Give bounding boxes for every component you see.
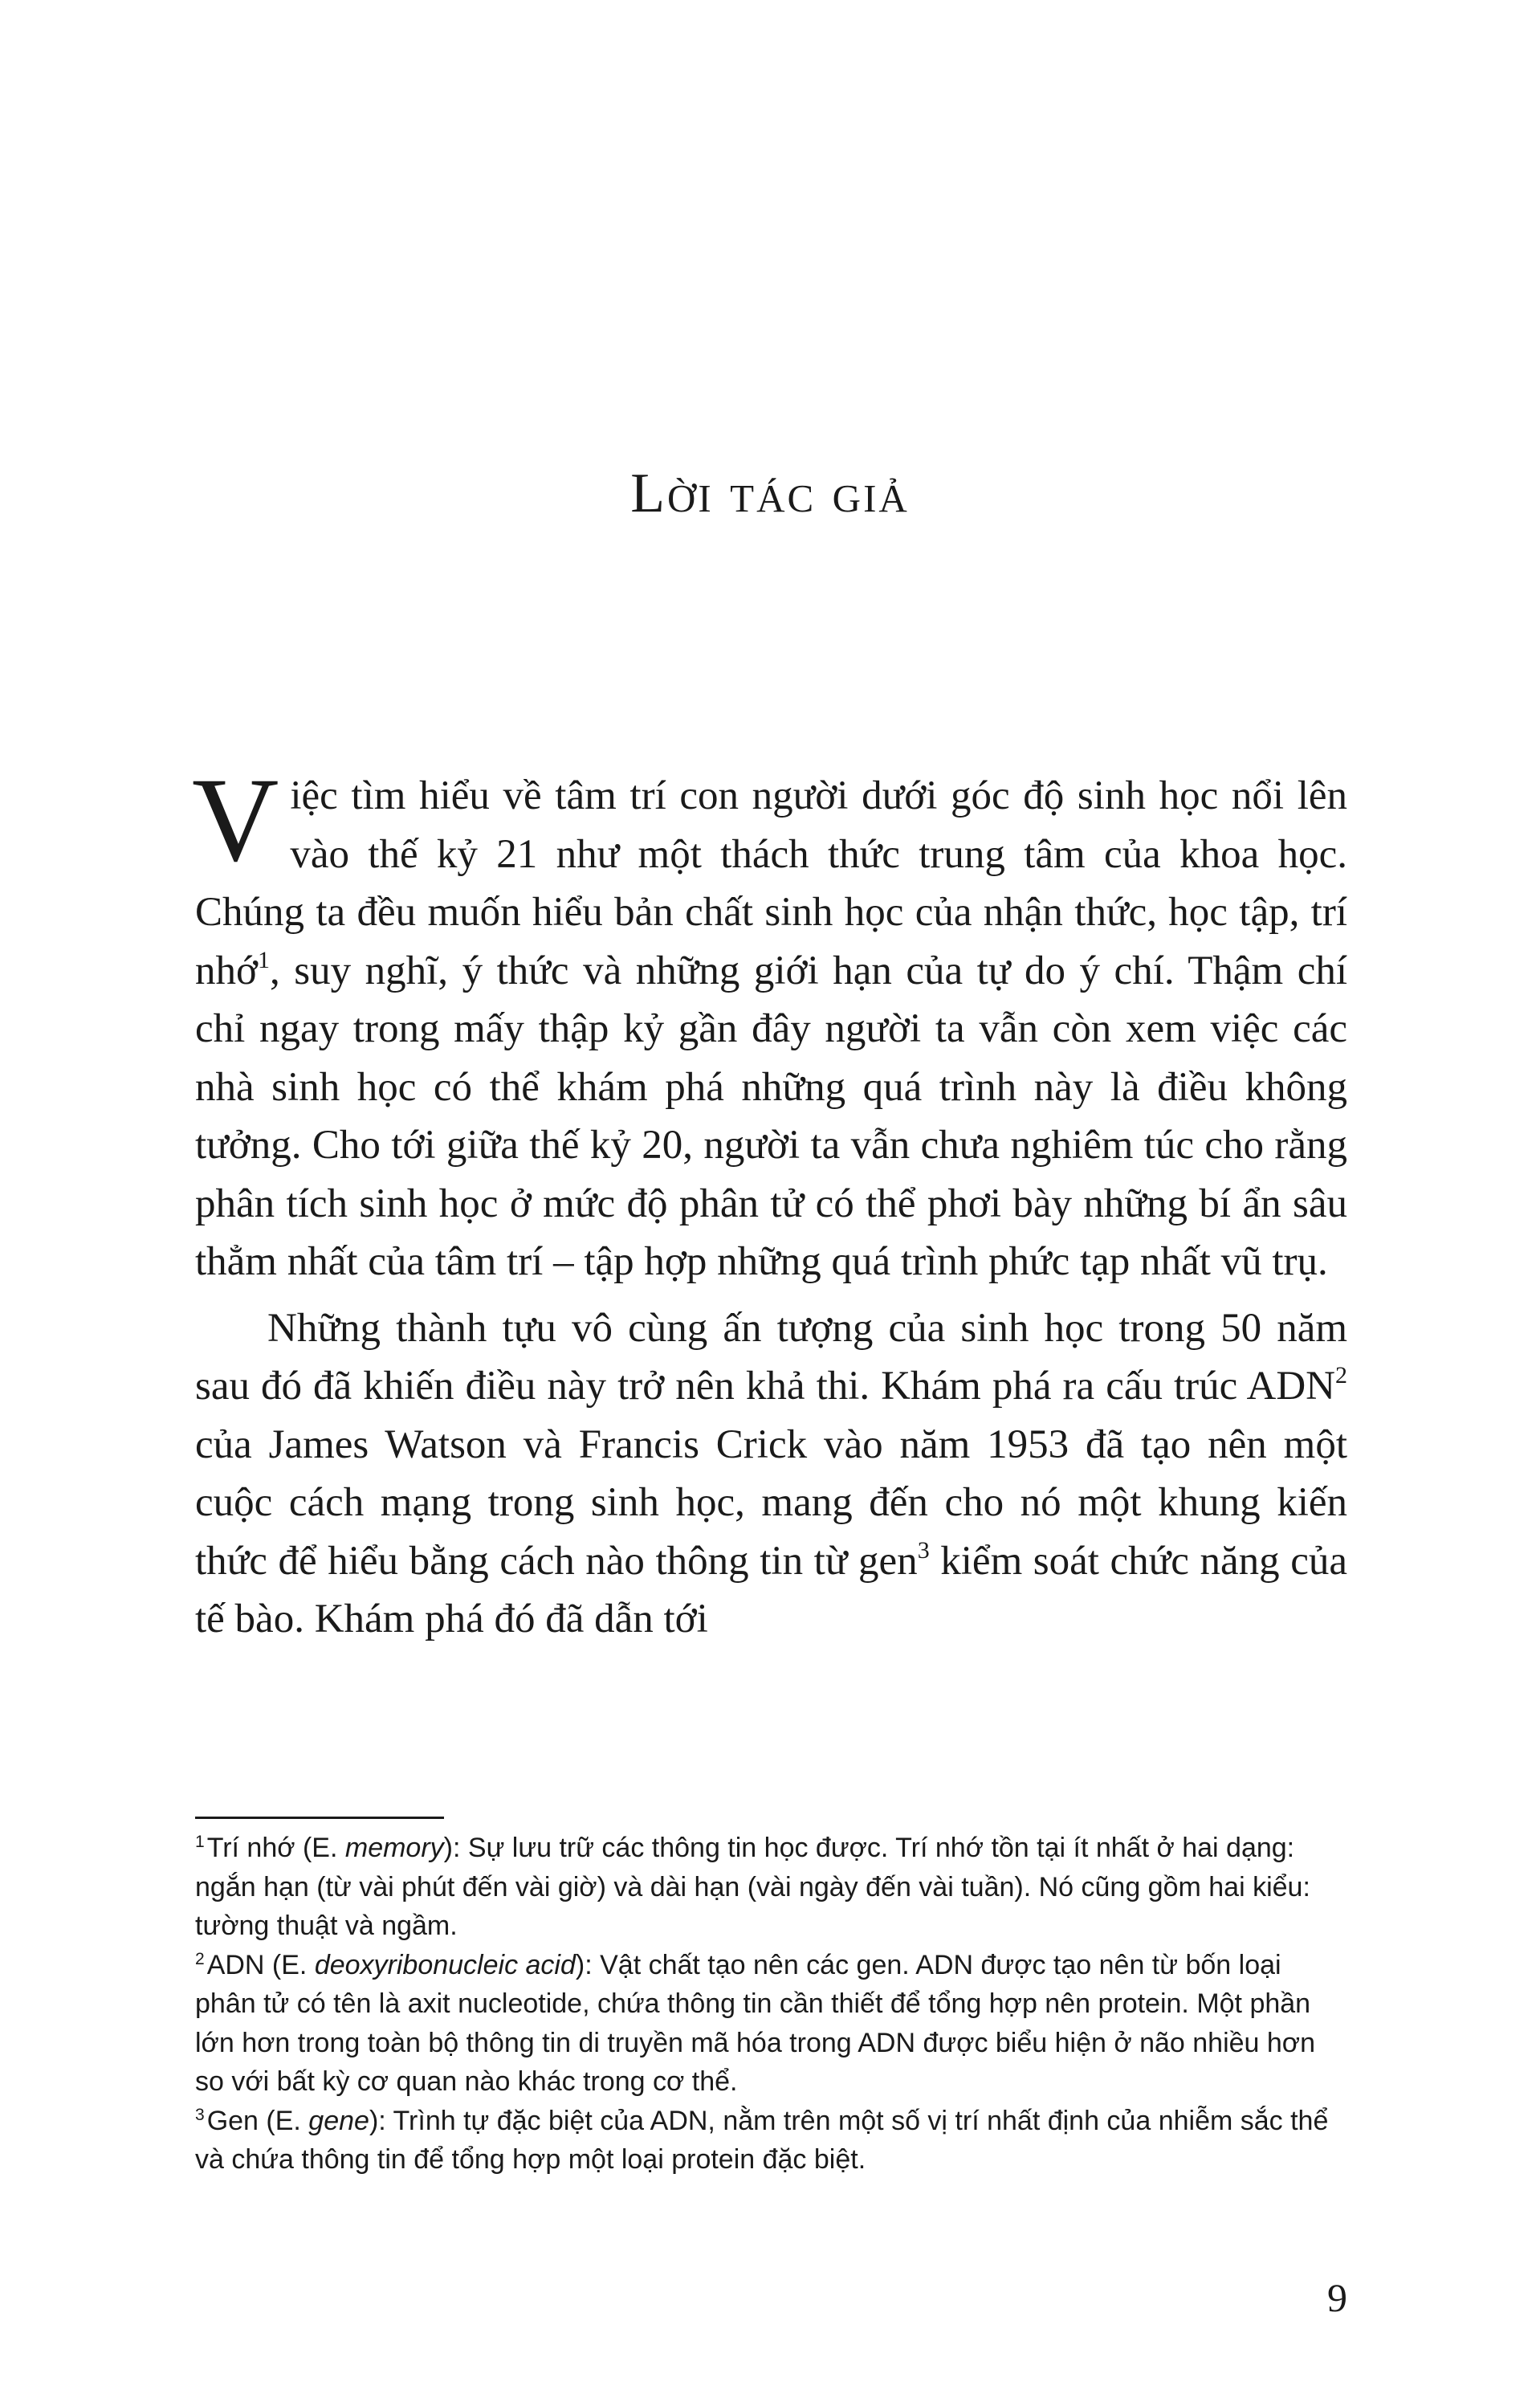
- footnote-ref-2: 2: [1335, 1362, 1347, 1389]
- footnote-1-number: 1: [195, 1833, 205, 1851]
- page-number: 9: [1327, 2275, 1347, 2320]
- paragraph-2: [195, 1299, 1347, 1649]
- footnote-2-post: ): Vật chất tạo nên các gen. ADN được tạo nên từ bốn loại phân tử có tên là axit nucleotide, chứa thông tin cần thiết để tổng hợp nên protein. Một phần lớn hơn trong toàn bộ thông tin di truyền mã hóa trong ADN được biểu hiện ở não nhiều hơn so với bất kỳ cơ quan nào khác trong cơ thể.: [195, 1949, 1316, 2097]
- footnote-1: [195, 1829, 1347, 1946]
- footnote-ref-1: 1: [257, 946, 270, 973]
- footnotes: [195, 1829, 1347, 2180]
- paragraph-2-text-b: của James Watson và Francis Crick vào năm 1953 đã tạo nên một cuộc cách mạng trong sinh học, mang đến cho nó một khung kiến thức để hiểu bằng cách nào thông tin từ gen: [195, 1421, 1347, 1584]
- footnote-3-post: ): Trình tự đặc biệt của ADN, nằm trên một số vị trí nhất định của nhiễm sắc thể và chứa thông tin để tổng hợp một loại protein đặc biệt.: [195, 2105, 1329, 2175]
- paragraph-1-text-b: , suy nghĩ, ý thức và những giới hạn của tự do ý chí. Thậm chí chỉ ngay trong mấy thập kỷ gần đây người ta vẫn còn xem việc các nhà sinh học có thể khám phá những quá trình này là điều không tưởng. Cho tới giữa thế kỷ 20, người ta vẫn chưa nghiêm túc cho rằng phân tích sinh học ở mức độ phân tử có thể phơi bày những bí ẩn sâu thẳm nhất của tâm trí – tập hợp những quá trình phức tạp nhất vũ trụ.: [195, 948, 1347, 1284]
- paragraph-2-text-a: Những thành tựu vô cùng ấn tượng của sinh học trong 50 năm sau đó đã khiến điều này trở nên khả thi. Khám phá ra cấu trúc ADN: [195, 1305, 1347, 1409]
- paragraph-2-text-c: kiểm soát chức năng của tế bào. Khám phá đó đã dẫn tới: [195, 1538, 1348, 1641]
- drop-cap: V: [192, 753, 279, 887]
- footnote-1-term: memory: [344, 1833, 444, 1863]
- footnote-3-number: 3: [195, 2105, 205, 2124]
- footnote-3-pre: Gen (E.: [206, 2105, 309, 2136]
- footnote-3-term: gene: [308, 2105, 369, 2136]
- paragraph-1: [192, 753, 1347, 1291]
- footnote-2-pre: ADN (E.: [206, 1949, 315, 1980]
- footnote-2: [195, 1946, 1347, 2102]
- footnote-2-term: deoxyribonucleic acid: [314, 1949, 576, 1980]
- footnote-1-post: ): Sự lưu trữ các thông tin học được. Trí nhớ tồn tại ít nhất ở hai dạng: ngắn hạn (từ vài phút đến vài giờ) và dài hạn (vài ngày đến vài tuần). Nó cũng gồm hai kiểu: tường thuật và ngầm.: [195, 1833, 1310, 1941]
- footnote-2-number: 2: [195, 1949, 205, 1968]
- page-title: Lời tác giả: [630, 463, 910, 524]
- footnote-ref-3: 3: [917, 1536, 930, 1564]
- paragraph-1-text-a: iệc tìm hiểu về tâm trí con người dưới góc độ sinh học nổi lên vào thế kỷ 21 như một thách thức trung tâm của khoa học. Chúng ta đều muốn hiểu bản chất sinh học của nhận thức, học tập, trí nhớ: [195, 773, 1347, 993]
- footnote-divider: [195, 1817, 444, 1819]
- footnote-1-pre: Trí nhớ (E.: [206, 1833, 345, 1863]
- footnote-3: [195, 2102, 1347, 2180]
- main-text: [192, 753, 1348, 1649]
